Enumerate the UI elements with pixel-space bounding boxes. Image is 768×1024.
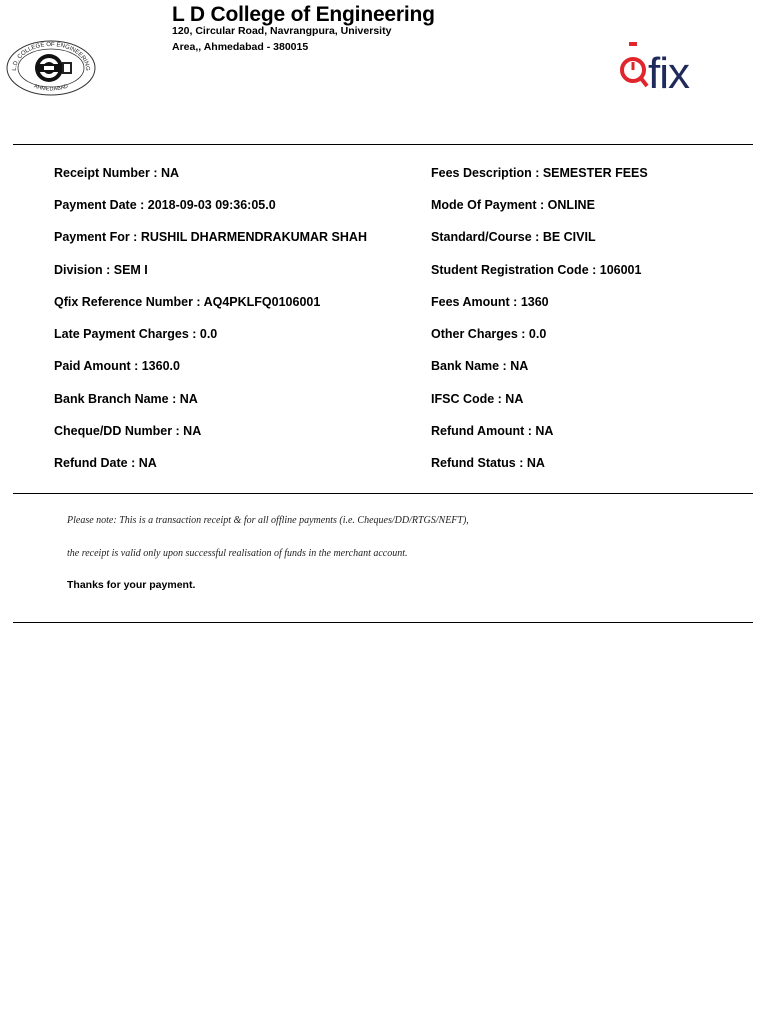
stopwatch-icon (622, 42, 647, 86)
bank-branch-name: Bank Branch Name : NA (54, 392, 198, 406)
other-charges: Other Charges : 0.0 (431, 327, 547, 341)
mode-of-payment: Mode Of Payment : ONLINE (431, 198, 595, 212)
payment-for: Payment For : RUSHIL DHARMENDRAKUMAR SHAH (54, 230, 367, 244)
standard-course: Standard/Course : BE CIVIL (431, 230, 596, 244)
qfix-reference-number: Qfix Reference Number : AQ4PKLFQ0106001 (54, 295, 321, 309)
divider-middle (13, 493, 753, 494)
svg-text:fix: fix (648, 49, 689, 96)
late-payment-charges: Late Payment Charges : 0.0 (54, 327, 218, 341)
address-line-1: 120, Circular Road, Navrangpura, University (172, 25, 392, 37)
note-line-2: the receipt is valid only upon successful realisation of funds in the merchant account. (67, 548, 408, 559)
refund-date: Refund Date : NA (54, 456, 157, 470)
cheque-dd-number: Cheque/DD Number : NA (54, 424, 202, 438)
note-line-1: Please note: This is a transaction receipt & for all offline payments (i.e. Cheques/DD/RTGS/NEFT), (67, 515, 469, 526)
paid-amount: Paid Amount : 1360.0 (54, 359, 180, 373)
refund-amount: Refund Amount : NA (431, 424, 554, 438)
thanks-message: Thanks for your payment. (67, 579, 196, 591)
qfix-logo (620, 38, 712, 96)
payment-date: Payment Date : 2018-09-03 09:36:05.0 (54, 198, 276, 212)
receipt-number: Receipt Number : NA (54, 166, 180, 180)
college-seal-logo (6, 40, 96, 96)
seal-text-bottom: AHMEDABAD (33, 83, 69, 93)
refund-status: Refund Status : NA (431, 456, 545, 470)
seal-text-top: L.D. COLLEGE OF ENGINEERING (11, 41, 91, 72)
ifsc-code: IFSC Code : NA (431, 392, 524, 406)
student-registration-code: Student Registration Code : 106001 (431, 263, 642, 277)
divider-top (13, 144, 753, 145)
fees-amount: Fees Amount : 1360 (431, 295, 549, 309)
address-line-2: Area,, Ahmedabad - 380015 (172, 40, 309, 53)
college-name: L D College of Engineering (172, 3, 435, 26)
division: Division : SEM I (54, 263, 148, 277)
bank-name: Bank Name : NA (431, 359, 529, 373)
divider-bottom (13, 622, 753, 623)
fees-description: Fees Description : SEMESTER FEES (431, 166, 648, 180)
college-address (172, 24, 402, 55)
